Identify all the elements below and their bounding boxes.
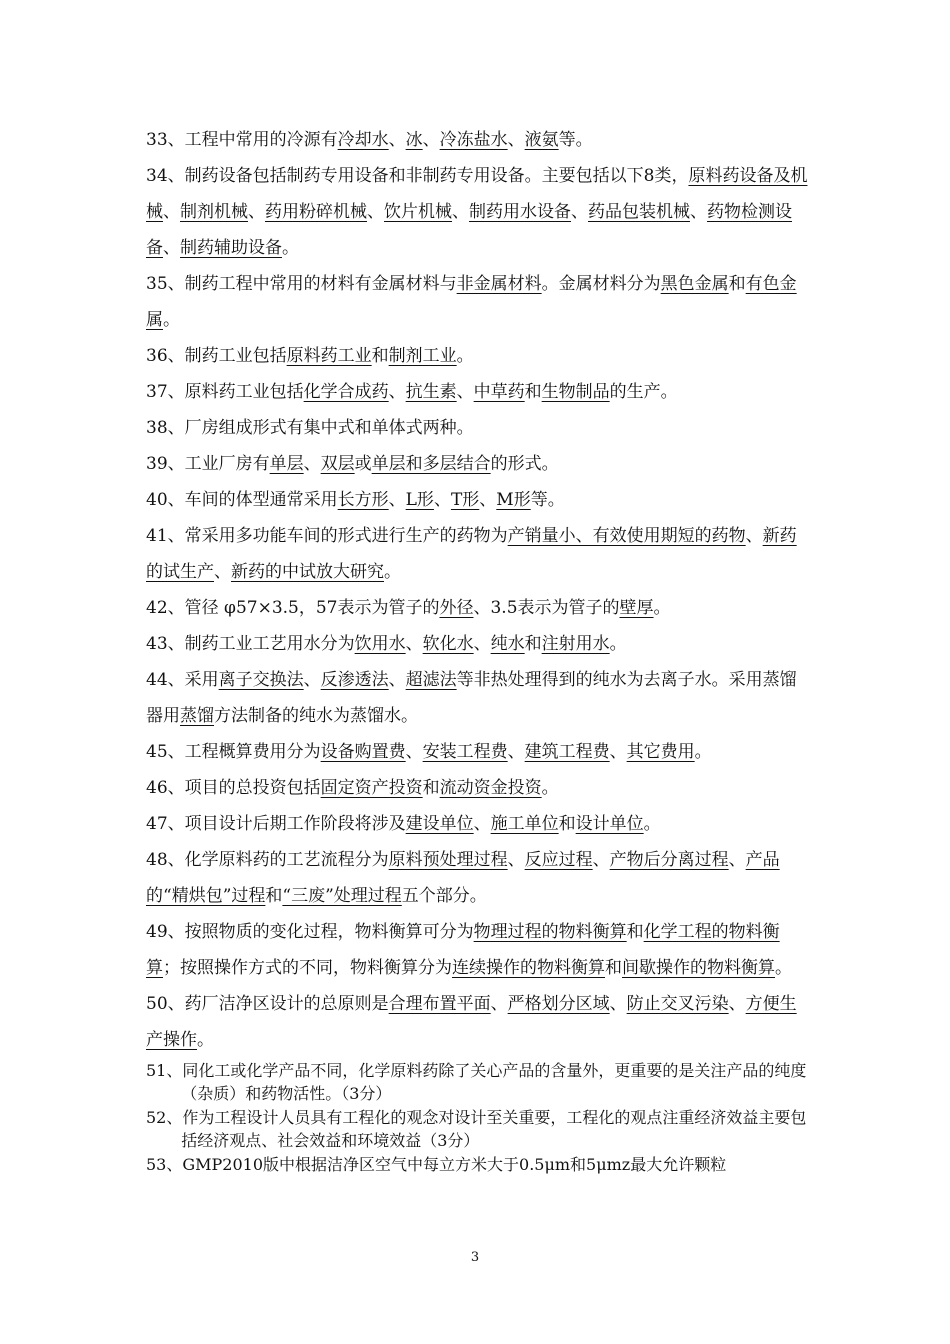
- question-text: 、: [163, 202, 180, 222]
- item-42: [146, 590, 810, 626]
- item-39: [146, 446, 810, 482]
- question-text: 。: [609, 634, 627, 654]
- answer-blank: 冷冻盐水: [439, 130, 508, 150]
- question-text: 、: [507, 850, 525, 870]
- question-text: 、: [507, 130, 525, 150]
- question-text: 47、项目设计后期工作阶段将涉及: [146, 814, 406, 834]
- question-text: 、: [745, 526, 763, 546]
- answer-blank: 制剂机械: [180, 202, 248, 222]
- question-text: 、: [433, 490, 451, 510]
- answer-blank: 化学合成药: [303, 382, 389, 402]
- question-text: 、: [452, 202, 469, 222]
- question-text: 、3.5表示为管子的: [473, 598, 620, 618]
- question-text: 36、制药工业包括: [146, 346, 287, 366]
- question-text: 、: [388, 130, 406, 150]
- question-text: 等非热处理得到的纯水为去离子水。采用蒸馏器用: [146, 670, 797, 726]
- question-text: 。: [197, 1030, 214, 1050]
- answer-blank: 流动资金投资: [439, 778, 542, 798]
- question-text: 等。: [558, 130, 593, 150]
- answer-blank: 饮用水: [354, 634, 406, 654]
- answer-blank: 方便生产操作: [146, 994, 797, 1050]
- item-51: 51、同化工或化学产品不同，化学原料药除了关心产品的含量外，更重要的是关注产品的纯度（杂质）和药物活性。（3分）: [146, 1061, 807, 1103]
- answer-blank: 化学工程的物料衡算: [146, 922, 780, 978]
- question-text: 和: [371, 346, 389, 366]
- question-text: 。: [456, 346, 474, 366]
- item-44: [146, 662, 810, 734]
- answer-blank: L形: [405, 490, 434, 510]
- answer-blank: 产物后分离过程: [609, 850, 729, 870]
- question-text: 和: [728, 274, 746, 294]
- question-text: 、: [163, 238, 180, 258]
- item-46: [146, 770, 810, 806]
- item-52: 52、作为工程设计人员具有工程化的观念对设计至关重要，工程化的观点注重经济效益主要包括经济观点、社会效益和环境效益（3分）: [146, 1108, 807, 1150]
- question-text: 、: [690, 202, 707, 222]
- item-35: [146, 266, 810, 338]
- answer-blank: 安装工程费: [422, 742, 508, 762]
- answer-blank: 外径: [439, 598, 474, 618]
- answer-blank: 合理布置平面: [388, 994, 491, 1014]
- question-text: ；按照操作方式的不同，物料衡算分为: [163, 958, 452, 978]
- answer-blank: 超滤法: [405, 670, 457, 690]
- question-text: 、: [248, 202, 265, 222]
- answer-blank: 蒸馏: [180, 706, 214, 726]
- answer-blank: 反渗透法: [320, 670, 389, 690]
- question-text: 、: [405, 742, 423, 762]
- answer-blank: 建筑工程费: [524, 742, 610, 762]
- answer-blank: 设计单位: [575, 814, 644, 834]
- question-text: 46、项目的总投资包括: [146, 778, 321, 798]
- answer-blank: 长方形: [337, 490, 389, 510]
- item-45: [146, 734, 810, 770]
- question-text: 、: [303, 454, 321, 474]
- item-53: 53、GMP2010版中根据洁净区空气中每立方米大于0.5μm和5μmz最大允许颗粒: [146, 1155, 727, 1174]
- answer-blank: 抗生素: [405, 382, 457, 402]
- question-text: 。: [541, 778, 559, 798]
- question-text: 、: [490, 994, 508, 1014]
- item-43: [146, 626, 810, 662]
- question-text: 和: [626, 922, 644, 942]
- question-text: 、: [507, 742, 525, 762]
- question-text: 50、药厂洁净区设计的总原则是: [146, 994, 389, 1014]
- answer-blank: 原料药工业: [286, 346, 372, 366]
- answer-blank: 产销量小、有效使用期短的药物: [507, 526, 746, 546]
- answer-blank: 严格划分区域: [507, 994, 610, 1014]
- item-38: [146, 410, 810, 446]
- question-text: 45、工程概算费用分为: [146, 742, 321, 762]
- question-text: 44、采用: [146, 670, 219, 690]
- answer-blank: 单层: [269, 454, 304, 474]
- item-33: [146, 122, 810, 158]
- answer-blank: 间歇操作的物料衡算: [622, 958, 775, 978]
- answer-blank: M形: [496, 490, 531, 510]
- answer-blank: 建设单位: [405, 814, 474, 834]
- item-48: [146, 842, 810, 914]
- answer-blank: 制药用水设备: [469, 202, 571, 222]
- question-text: 和: [265, 886, 283, 906]
- question-text: 或: [354, 454, 372, 474]
- question-text: 和: [558, 814, 576, 834]
- question-text: 、: [473, 634, 491, 654]
- question-text: 和: [524, 634, 542, 654]
- question-text: 。: [653, 598, 671, 618]
- question-text: 、: [592, 850, 610, 870]
- answer-blank: 单层和多层结合: [371, 454, 491, 474]
- answer-blank: 药物检测设备: [146, 202, 792, 258]
- answer-blank: 有色金属: [146, 274, 797, 330]
- question-text: 、: [214, 562, 231, 582]
- answer-blank: 连续操作的物料衡算: [452, 958, 605, 978]
- answer-blank: 壁厚: [619, 598, 654, 618]
- question-text: 和: [605, 958, 622, 978]
- answer-blank: 药用粉碎机械: [265, 202, 367, 222]
- question-text: 48、化学原料药的工艺流程分为: [146, 850, 389, 870]
- answer-blank: 反应过程: [524, 850, 593, 870]
- question-text: 和: [422, 778, 440, 798]
- answer-blank: 非金属材料: [456, 274, 542, 294]
- item-49: [146, 914, 810, 986]
- question-text: 、: [728, 850, 746, 870]
- answer-blank: 纯水: [490, 634, 525, 654]
- item-34: [146, 158, 810, 266]
- answer-blank: 饮片机械: [384, 202, 452, 222]
- question-text: 、: [405, 634, 423, 654]
- question-text: 。: [282, 238, 299, 258]
- answer-blank: T形: [450, 490, 480, 510]
- question-text: 、: [609, 994, 627, 1014]
- answer-blank: 离子交换法: [218, 670, 304, 690]
- question-text: 40、车间的体型通常采用: [146, 490, 338, 510]
- question-text: 、: [388, 382, 406, 402]
- question-text: 、: [571, 202, 588, 222]
- answer-blank: 制药辅助设备: [180, 238, 282, 258]
- answer-blank: 冰: [405, 130, 423, 150]
- question-text: 。: [643, 814, 661, 834]
- question-text: 43、制药工业工艺用水分为: [146, 634, 355, 654]
- question-text: 、: [456, 382, 474, 402]
- answer-blank: 产品的“精烘包”过程: [146, 850, 780, 906]
- question-text: 、: [609, 742, 627, 762]
- question-text: 37、原料药工业包括: [146, 382, 304, 402]
- item-47: [146, 806, 810, 842]
- answer-blank: 药品包装机械: [588, 202, 690, 222]
- question-text: 、: [303, 670, 321, 690]
- question-text: 五个部分。: [401, 886, 487, 906]
- question-text: 、: [473, 814, 491, 834]
- question-text: 。: [775, 958, 792, 978]
- answer-blank: 液氨: [524, 130, 559, 150]
- answer-blank: 注射用水: [541, 634, 610, 654]
- question-text: 的形式。: [490, 454, 559, 474]
- question-text: 和: [524, 382, 542, 402]
- question-text: 35、制药工程中常用的材料有金属材料与: [146, 274, 457, 294]
- question-text: 、: [388, 670, 406, 690]
- item-37: [146, 374, 810, 410]
- question-text: 。: [384, 562, 401, 582]
- answer-blank: 防止交叉污染: [626, 994, 729, 1014]
- question-text: 的生产。: [609, 382, 678, 402]
- question-text: 33、工程中常用的冷源有: [146, 130, 338, 150]
- item-41: [146, 518, 810, 590]
- question-text: 39、工业厂房有: [146, 454, 270, 474]
- item-40: [146, 482, 810, 518]
- question-text: 。金属材料分为: [541, 274, 661, 294]
- item-36: [146, 338, 810, 374]
- answer-blank: 新药的试生产: [146, 526, 797, 582]
- answer-blank: 原料预处理过程: [388, 850, 508, 870]
- answer-blank: 设备购置费: [320, 742, 406, 762]
- answer-blank: 软化水: [422, 634, 474, 654]
- answer-blank: 冷却水: [337, 130, 389, 150]
- answer-blank: 黑色金属: [660, 274, 729, 294]
- answer-blank: 新药的中试放大研究: [231, 562, 384, 582]
- question-text: 34、制药设备包括制药专用设备和非制药专用设备。主要包括以下8类，: [146, 166, 689, 186]
- question-list: [146, 122, 810, 1177]
- question-text: 38、厂房组成形式有集中式和单体式两种。: [146, 418, 474, 438]
- answer-blank: 物理过程的物料衡算: [473, 922, 627, 942]
- question-text: 。: [163, 310, 180, 330]
- page-number: 3: [470, 1250, 480, 1265]
- answer-blank: 中草药: [473, 382, 525, 402]
- question-text: 、: [422, 130, 440, 150]
- question-text: 、: [728, 994, 746, 1014]
- question-text: 方法制备的纯水为蒸馏水。: [214, 706, 418, 726]
- answer-blank: 其它费用: [626, 742, 695, 762]
- answer-blank: 双层: [320, 454, 355, 474]
- answer-blank: 固定资产投资: [320, 778, 423, 798]
- question-text: 42、管径 φ57×3.5，57表示为管子的: [146, 598, 440, 618]
- answer-blank: 原料药设备及机械: [146, 166, 808, 222]
- question-text: 、: [479, 490, 497, 510]
- answer-blank: 生物制品: [541, 382, 610, 402]
- question-text: 、: [367, 202, 384, 222]
- question-text: 49、按照物质的变化过程，物料衡算可分为: [146, 922, 474, 942]
- question-text: 等。: [530, 490, 565, 510]
- answer-blank: 施工单位: [490, 814, 559, 834]
- question-text: 。: [694, 742, 712, 762]
- item-50: [146, 986, 810, 1058]
- question-text: 41、常采用多功能车间的形式进行生产的药物为: [146, 526, 508, 546]
- answer-blank: “三废”处理过程: [282, 886, 402, 906]
- answer-blank: 制剂工业: [388, 346, 457, 366]
- question-text: 、: [388, 490, 406, 510]
